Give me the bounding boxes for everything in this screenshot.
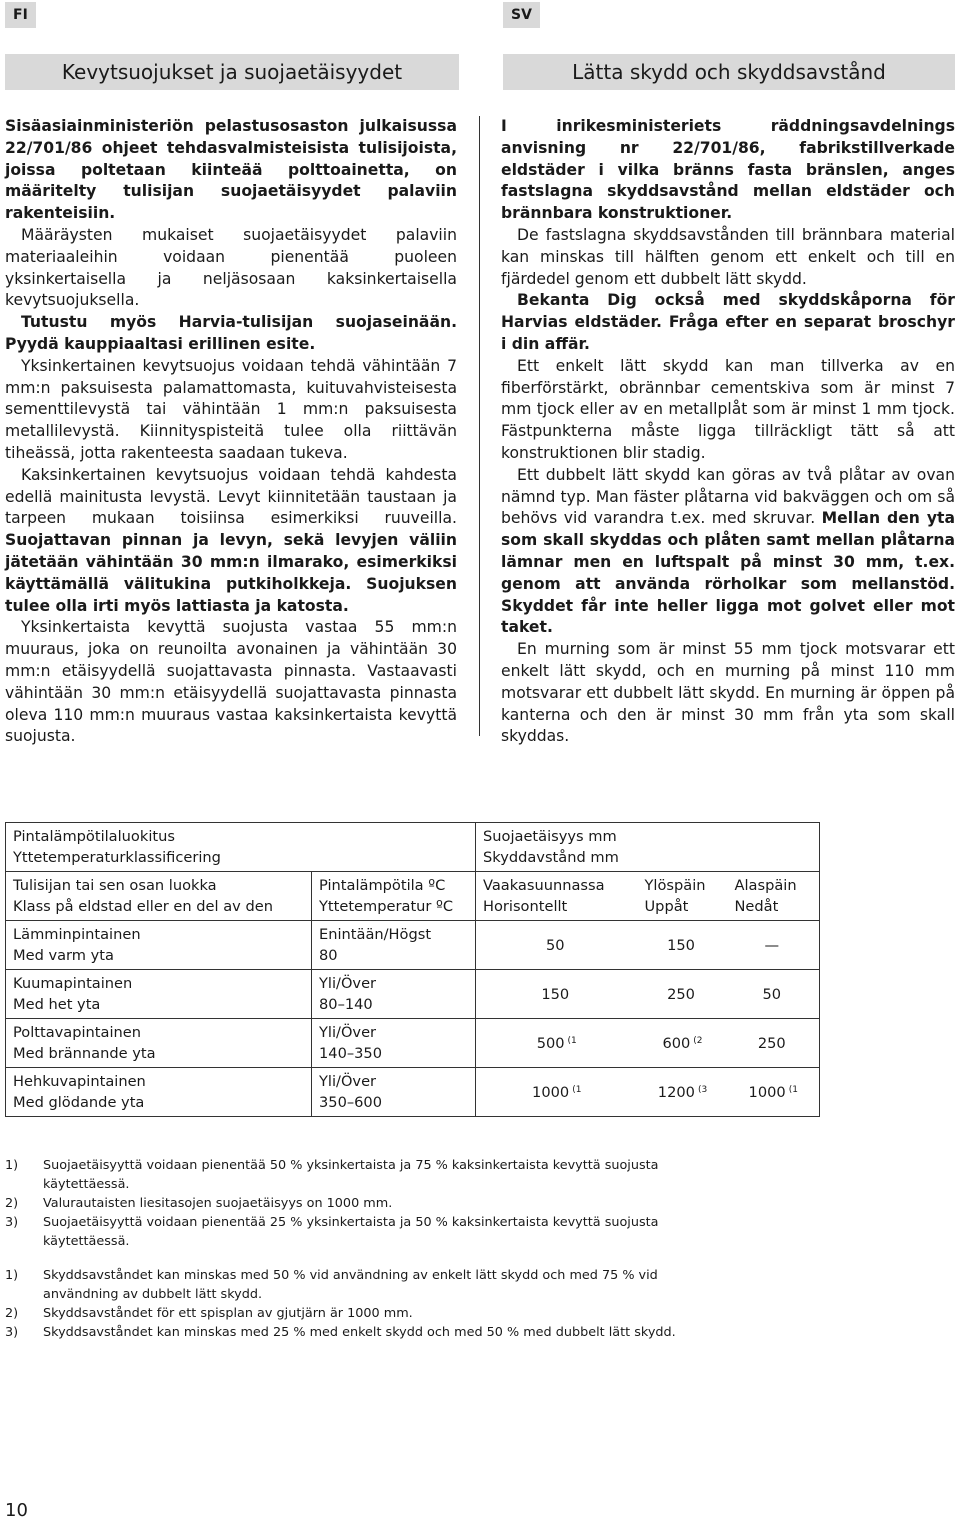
header-up: Ylöspäin Uppåt (638, 872, 728, 921)
fi-paragraph-3: Tutustu myös Harvia-tulisijan suojaseinään. Pyydä kauppiaaltasi erillinen esite. (5, 313, 457, 353)
sv-paragraph-3: Bekanta Dig också med skyddskåporna för Harvias eldstäder. Fråga efter en separat broschyr i din affär. (501, 291, 955, 353)
header-down: Alaspäin Nedåt (728, 872, 820, 921)
table-row (6, 921, 820, 970)
row-temperature: Yli/Över 80–140 (312, 970, 476, 1019)
table-header-row-1 (6, 823, 820, 872)
fi-column (5, 116, 457, 748)
footnote: 2) Valurautaisten liesitasojen suojaetäisyys on 1000 mm. (5, 1196, 393, 1211)
row-horizontal: 50 (476, 921, 638, 970)
safety-distance-table (5, 822, 820, 1117)
row-horizontal: 1000 $^{(1}$ (476, 1068, 638, 1117)
row-horizontal: 150 (476, 970, 638, 1019)
table-header-row-2 (6, 872, 820, 921)
fi-paragraph-2: Määräysten mukaiset suojaetäisyydet palaviin materiaaleihin voidaan pienentää puoleen yksinkertaisella ja neljäsosaan kaksinkertaisella kevytsuojuksella. (5, 225, 457, 310)
header-temperature: Pintalämpötila ºC Yttetemperatur ºC (312, 872, 476, 921)
footnote: 3) Skyddsavståndet kan minskas med 25 % med enkelt skydd och med 50 % med dubbelt lätt skydd. (5, 1325, 676, 1340)
sv-paragraph-5: Ett dubbelt lätt skydd kan göras av två plåtar av ovan nämnd typ. Man fäster plåtarna vid bakväggen och om så behövs vid varandra t.ex. med skruvar. Mellan den yta som skall skyddas och plåten samt mellan plåtarna lämnar men en luftspalt på minst 30 mm, t.ex. genom att använda rörholkar som mellanstöd. Skyddet får inte heller ligga mot golvet eller mot taket. (501, 465, 955, 637)
row-down: 250 (728, 1019, 820, 1068)
row-up: 600 $^{(2}$ (638, 1019, 728, 1068)
row-class: Lämminpintainen Med varm yta (6, 921, 312, 970)
row-temperature: Enintään/Högst 80 (312, 921, 476, 970)
footnote: 3) Suojaetäisyyttä voidaan pienentää 25 % yksinkertaista ja 50 % kaksinkertaista kevyttä suojusta käytettäessä. (5, 1215, 659, 1249)
row-up: 250 (638, 970, 728, 1019)
page-number: 10 (5, 1500, 28, 1521)
footnotes-fi (5, 1156, 725, 1251)
row-horizontal: 500 $^{(1}$ (476, 1019, 638, 1068)
sv-paragraph-4: Ett enkelt lätt skydd kan man tillverka av en fiberförstärkt, obrännbar cementskiva som är minst 7 mm tjock eller av en metallplåt som är minst 1 mm tjock. Fästpunkterna måste ligga tillräckligt tätt så att konstruktionen blir stadig. (501, 356, 955, 462)
fi-section-title: Kevytsuojukset ja suojaetäisyydet (5, 54, 459, 90)
row-down: 1000 $^{(1}$ (728, 1068, 820, 1117)
row-up: 150 (638, 921, 728, 970)
footnote: 1) Skyddsavståndet kan minskas med 50 % vid användning av enkelt lätt skydd och med 75 % vid användning av dubbelt lätt skydd. (5, 1268, 658, 1302)
row-temperature: Yli/Över 350–600 (312, 1068, 476, 1117)
fi-paragraph-5: Kaksinkertainen kevytsuojus voidaan tehdä kahdesta edellä mainitusta levystä. Levyt kiinnitetään taustaan ja tarpeen mukaan toisiinsa esimerkiksi ruuveilla. Suojattavan pinnan ja levyn, sekä levyjen väliin jätetään vähintään 30 mm:n ilmarako, esimerkiksi käyttämällä välitukina putkiholkkeja. Suojuksen tulee olla irti myös lattiasta ja katosta. (5, 465, 457, 615)
table-row (6, 1068, 820, 1117)
row-temperature: Yli/Över 140–350 (312, 1019, 476, 1068)
column-divider (479, 116, 480, 736)
footnote: 2) Skyddsavståndet för ett spisplan av gjutjärn är 1000 mm. (5, 1306, 413, 1321)
header-classification: Pintalämpötilaluokitus Yttetemperaturklassificering (6, 823, 476, 872)
row-down: 50 (728, 970, 820, 1019)
table-row (6, 1019, 820, 1068)
footnote: 1) Suojaetäisyyttä voidaan pienentää 50 % yksinkertaista ja 75 % kaksinkertaista kevyttä suojusta käytettäessä. (5, 1158, 659, 1192)
fi-paragraph-1: Sisäasiainministeriön pelastusosaston julkaisussa 22/701/86 ohjeet tehdasvalmisteisista tulisijoista, joissa poltetaan kiinteää polttoainetta, on määritelty tulisijan suojaetäisyydet palaviin rakenteisiin. (5, 117, 457, 223)
sv-paragraph-1: I inrikesministeriets räddningsavdelnings anvisning nr 22/701/86, fabrikstillverkade eldstäder i vilka bränns fasta bränslen, anges fastslagna skyddsavstånd mellan eldstäder och brännbara konstruktioner. (501, 117, 955, 223)
sv-paragraph-6: En murning som är minst 55 mm tjock motsvarar ett enkelt lätt skydd, och en murning på minst 110 mm motsvarar ett dubbelt lätt skydd. En murning är öppen på kanterna och den är minst 30 mm från yta som skall skyddas. (501, 640, 955, 746)
header-category: Tulisijan tai sen osan luokka Klass på eldstad eller en del av den (6, 872, 312, 921)
header-horizontal: Vaakasuunnassa Horisontellt (476, 872, 638, 921)
language-tag-sv: SV (503, 2, 540, 28)
footnotes-sv (5, 1266, 725, 1342)
sv-paragraph-2: De fastslagna skyddsavstånden till brännbara material kan minskas till hälften genom ett enkelt och till en fjärdedel genom ett dubbelt lätt skydd. (501, 225, 955, 288)
row-class: Hehkuvapintainen Med glödande yta (6, 1068, 312, 1117)
row-class: Kuumapintainen Med het yta (6, 970, 312, 1019)
row-class: Polttavapintainen Med brännande yta (6, 1019, 312, 1068)
fi-paragraph-6: Yksinkertaista kevyttä suojusta vastaa 55 mm:n muuraus, joka on reunoilta avonainen ja vähintään 30 mm:n etäisyydellä suojattavasta pinnasta. Vastaavasti vähintään 30 mm:n etäisyydellä suojattavasta pinnasta oleva 110 mm:n muuraus vastaa kaksinkertaista kevyttä suojusta. (5, 618, 457, 746)
language-tag-fi: FI (5, 2, 36, 28)
header-distance: Suojaetäisyys mm Skyddavstånd mm (476, 823, 820, 872)
sv-column (501, 116, 955, 748)
fi-paragraph-4: Yksinkertainen kevytsuojus voidaan tehdä vähintään 7 mm:n paksuisesta palamattomasta, kuituvahvisteisesta sementtilevystä tai vähintään 1 mm:n paksuisesta metallilevystä. Kiinnityspisteitä tulee olla riittävän tiheässä, jotta rakenteesta saadaan tukeva. (5, 356, 457, 462)
row-up: 1200 $^{(3}$ (638, 1068, 728, 1117)
row-down: — (728, 921, 820, 970)
sv-section-title: Lätta skydd och skyddsavstånd (503, 54, 955, 90)
table-row (6, 970, 820, 1019)
